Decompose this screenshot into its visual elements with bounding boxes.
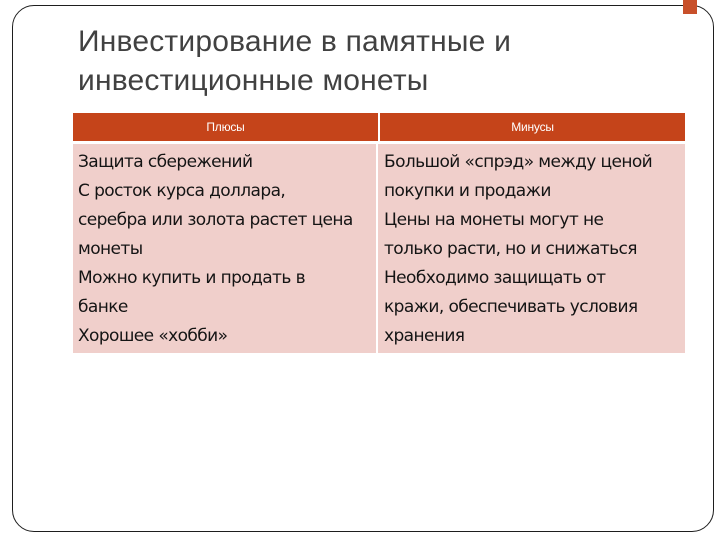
table-body-row <box>73 144 685 353</box>
pros-line: Можно купить и продать в <box>78 268 305 288</box>
cons-line: Большой «спрэд» между ценой <box>384 152 653 172</box>
pros-line: Хорошее «хобби» <box>78 326 228 346</box>
header-pros: Плюсы <box>73 113 380 141</box>
cons-line: кражи, обеспечивать условия <box>384 297 638 317</box>
pros-cell <box>73 144 378 353</box>
accent-corner-mark <box>683 0 697 14</box>
pros-cons-table <box>73 113 685 353</box>
header-cons: Минусы <box>511 120 554 134</box>
slide-title-line-2: инвестиционные монеты <box>78 64 429 97</box>
pros-line: монеты <box>78 239 143 259</box>
cons-cell <box>378 144 683 353</box>
pros-line: С росток курса доллара, <box>78 181 286 201</box>
cons-line: только расти, но и снижаться <box>384 239 637 259</box>
slide-title-line-1: Инвестирование в памятные и <box>78 25 512 58</box>
cons-line: Цены на монеты могут не <box>384 210 604 230</box>
slide-title <box>78 22 688 100</box>
pros-line: серебра или золота растет цена <box>78 210 353 230</box>
cons-line: покупки и продажи <box>384 181 551 201</box>
cons-line: Необходимо защищать от <box>384 268 606 288</box>
table-header-row <box>73 113 685 141</box>
cons-line: хранения <box>384 326 465 346</box>
pros-line: Защита сбережений <box>78 152 253 172</box>
pros-line: банке <box>78 297 128 317</box>
